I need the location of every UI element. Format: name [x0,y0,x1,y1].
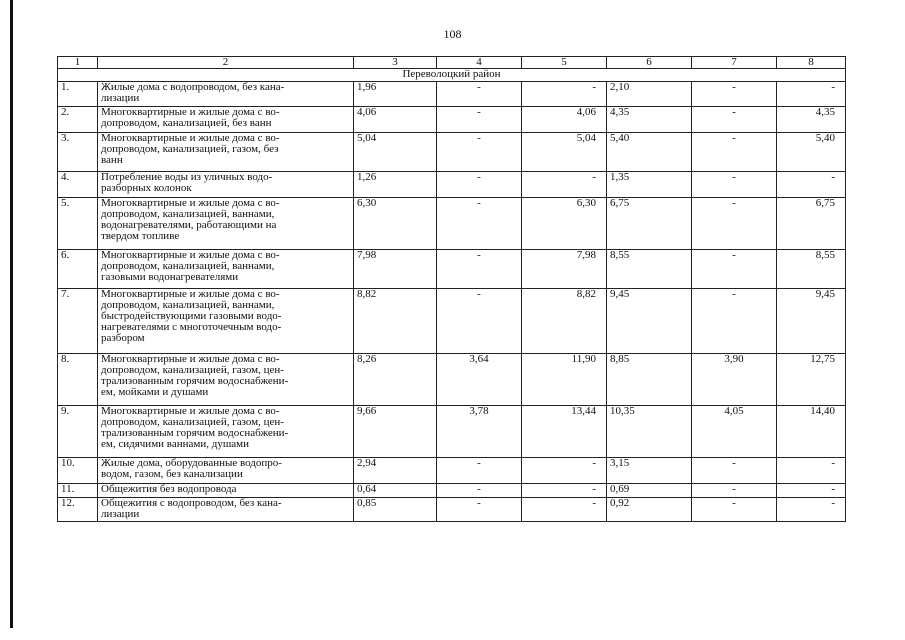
row-description: Потребление воды из уличных водо- разборных колонок [98,172,354,198]
value-col-6: 8,55 [607,250,692,289]
row-number: 9. [58,406,98,458]
value-col-3: 4,06 [354,107,437,133]
page-number: 108 [443,27,462,41]
value-col-6: 8,85 [607,354,692,406]
row-number: 3. [58,133,98,172]
value-col-4: - [437,484,522,498]
value-col-3: 2,94 [354,458,437,484]
header-cell: 3 [354,57,437,69]
value-col-5: - [522,484,607,498]
value-col-8: 9,45 [777,289,846,354]
row-number: 1. [58,82,98,107]
value-col-3: 8,26 [354,354,437,406]
value-col-4: - [437,458,522,484]
value-col-7: - [692,289,777,354]
row-description: Многоквартирные и жилые дома с во- допроводом, канализацией, без ванн [98,107,354,133]
table-row [58,406,846,458]
value-col-6: 4,35 [607,107,692,133]
row-number: 6. [58,250,98,289]
value-col-3: 7,98 [354,250,437,289]
value-col-8: 8,55 [777,250,846,289]
value-col-6: 10,35 [607,406,692,458]
table-row [58,289,846,354]
value-col-3: 0,64 [354,484,437,498]
value-col-8: 4,35 [777,107,846,133]
value-col-3: 0,85 [354,498,437,522]
value-col-5: 5,04 [522,133,607,172]
value-col-3: 6,30 [354,198,437,250]
row-description: Многоквартирные и жилые дома с во- допроводом, канализацией, газом, без ванн [98,133,354,172]
value-col-4: 3,78 [437,406,522,458]
value-col-5: - [522,172,607,198]
value-col-7: - [692,198,777,250]
value-col-7: - [692,484,777,498]
value-col-5: 4,06 [522,107,607,133]
row-description: Многоквартирные и жилые дома с во- допроводом, канализацией, газом, цен- трализованным горячим водоснабжени- ем, мойками и душами [98,354,354,406]
header-row [58,57,846,69]
header-cell: 6 [607,57,692,69]
value-col-4: - [437,498,522,522]
value-col-6: 5,40 [607,133,692,172]
value-col-5: - [522,458,607,484]
table-row [58,250,846,289]
row-number: 7. [58,289,98,354]
value-col-6: 0,92 [607,498,692,522]
value-col-5: 8,82 [522,289,607,354]
value-col-3: 1,26 [354,172,437,198]
header-cell: 1 [58,57,98,69]
value-col-4: - [437,198,522,250]
value-col-7: - [692,172,777,198]
value-col-4: - [437,250,522,289]
row-number: 2. [58,107,98,133]
row-number: 10. [58,458,98,484]
value-col-4: - [437,289,522,354]
region-row [58,69,846,82]
row-number: 5. [58,198,98,250]
value-col-4: - [437,172,522,198]
row-description: Жилые дома, оборудованные водопро- водом, газом, без канализации [98,458,354,484]
value-col-6: 6,75 [607,198,692,250]
row-number: 12. [58,498,98,522]
value-col-6: 2,10 [607,82,692,107]
header-cell: 7 [692,57,777,69]
value-col-8: 12,75 [777,354,846,406]
table-row [58,484,846,498]
region-title: Переволоцкий район [58,69,846,82]
table-row [58,354,846,406]
table-row [58,172,846,198]
table-row [58,82,846,107]
value-col-5: - [522,498,607,522]
value-col-5: 6,30 [522,198,607,250]
value-col-3: 5,04 [354,133,437,172]
table-row [58,458,846,484]
value-col-8: - [777,498,846,522]
value-col-7: - [692,250,777,289]
scan-edge-bar [10,0,13,628]
value-col-7: - [692,498,777,522]
value-col-4: - [437,107,522,133]
value-col-5: 7,98 [522,250,607,289]
value-col-8: - [777,172,846,198]
header-cell: 4 [437,57,522,69]
table-row [58,198,846,250]
row-description: Многоквартирные и жилые дома с во- допроводом, канализацией, ваннами, водонагревателями, работающими на твердом топливе [98,198,354,250]
value-col-7: - [692,107,777,133]
value-col-6: 1,35 [607,172,692,198]
value-col-6: 0,69 [607,484,692,498]
value-col-7: - [692,82,777,107]
row-number: 4. [58,172,98,198]
value-col-7: - [692,458,777,484]
row-number: 11. [58,484,98,498]
value-col-8: 14,40 [777,406,846,458]
header-cell: 8 [777,57,846,69]
value-col-5: 13,44 [522,406,607,458]
value-col-4: - [437,133,522,172]
row-description: Жилые дома с водопроводом, без кана- лизации [98,82,354,107]
value-col-6: 3,15 [607,458,692,484]
row-description: Многоквартирные и жилые дома с во- допроводом, канализацией, ваннами, газовыми водонагревателями [98,250,354,289]
value-col-5: - [522,82,607,107]
value-col-6: 9,45 [607,289,692,354]
value-col-3: 9,66 [354,406,437,458]
value-col-8: 6,75 [777,198,846,250]
value-col-8: - [777,82,846,107]
row-description: Общежития без водопровода [98,484,354,498]
value-col-7: - [692,133,777,172]
data-table [57,56,846,522]
value-col-3: 1,96 [354,82,437,107]
header-cell: 2 [98,57,354,69]
table-row [58,107,846,133]
value-col-8: - [777,458,846,484]
table-row [58,133,846,172]
value-col-8: - [777,484,846,498]
table-row [58,498,846,522]
value-col-4: - [437,82,522,107]
row-description: Многоквартирные и жилые дома с во- допроводом, канализацией, ваннами, быстродействующими газовыми водо- нагревателями с многоточечным водо- разбором [98,289,354,354]
row-number: 8. [58,354,98,406]
value-col-8: 5,40 [777,133,846,172]
value-col-7: 3,90 [692,354,777,406]
value-col-5: 11,90 [522,354,607,406]
row-description: Общежития с водопроводом, без кана- лизации [98,498,354,522]
value-col-7: 4,05 [692,406,777,458]
header-cell: 5 [522,57,607,69]
row-description: Многоквартирные и жилые дома с во- допроводом, канализацией, газом, цен- трализованным горячим водоснабжени- ем, сидячими ваннами, душами [98,406,354,458]
value-col-4: 3,64 [437,354,522,406]
value-col-3: 8,82 [354,289,437,354]
